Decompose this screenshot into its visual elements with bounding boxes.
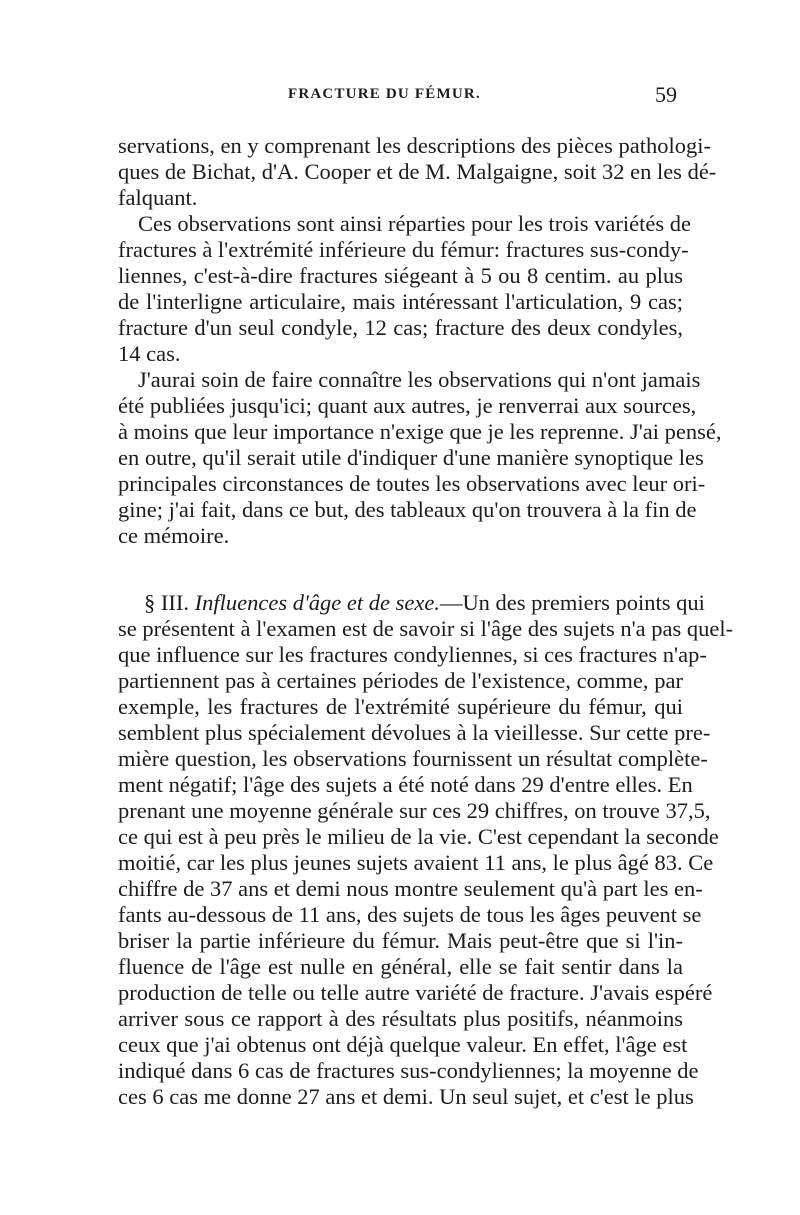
section-first-line-text: —Un des premiers points qui [439, 590, 705, 615]
text-line: fracture d'un seul condyle, 12 cas; fracture des deux condyles, [118, 315, 683, 340]
text-line: mière question, les observations fournissent un résultat complète- [118, 746, 708, 771]
text-line: en outre, qu'il serait utile d'indiquer d'une manière synoptique les [118, 445, 704, 470]
text-line: moitié, car les plus jeunes sujets avaient 11 ans, le plus âgé 83. Ce [118, 850, 714, 875]
text-line: ceux que j'ai obtenus ont déjà quelque valeur. En effet, l'âge est [118, 1032, 688, 1057]
text-line: ce mémoire. [118, 523, 230, 548]
text-line: principales circonstances de toutes les observations avec leur ori- [118, 471, 706, 496]
text-line: production de telle ou telle autre variété de fracture. J'avais espéré [118, 980, 713, 1005]
text-line: indiqué dans 6 cas de fractures sus-condyliennes; la moyenne de [118, 1058, 699, 1083]
section-title: Influences d'âge et de sexe. [194, 590, 440, 615]
text-line: que influence sur les fractures condyliennes, si ces fractures n'ap- [118, 642, 707, 667]
page-number: 59 [655, 82, 677, 107]
text-line: de l'interligne articulaire, mais intéressant l'articulation, 9 cas; [118, 289, 683, 314]
text-line: Ces observations sont ainsi réparties pour les trois variétés de [138, 211, 691, 236]
text-line: arriver sous ce rapport à des résultats plus positifs, néanmoins [118, 1006, 683, 1031]
text-line: gine; j'ai fait, dans ce but, des tableaux qu'on trouvera à la fin de [118, 497, 697, 522]
text-line: liennes, c'est-à-dire fractures siégeant à 5 ou 8 centim. au plus [118, 263, 683, 288]
text-line: partiennent pas à certaines périodes de l'existence, comme, par [118, 668, 683, 693]
text-line: fractures à l'extrémité inférieure du fémur: fractures sus-condy- [118, 237, 689, 262]
text-line: exemple, les fractures de l'extrémité supérieure du fémur, qui [118, 694, 683, 719]
text-line: servations, en y comprenant les descriptions des pièces pathologi- [118, 133, 711, 158]
running-title: FRACTURE DU FÉMUR. [288, 86, 481, 102]
section-number: § III. [144, 590, 189, 615]
text-line: falquant. [118, 185, 198, 210]
text-line: ques de Bichat, d'A. Cooper et de M. Malgaigne, soit 32 en les dé- [118, 159, 717, 184]
text-line: J'aurai soin de faire connaître les observations qui n'ont jamais [138, 367, 701, 392]
page-header [0, 82, 800, 116]
text-line: ment négatif; l'âge des sujets a été noté dans 29 d'entre elles. En [118, 772, 693, 797]
text-line: fluence de l'âge est nulle en général, elle se fait sentir dans la [118, 954, 683, 979]
text-line: prenant une moyenne générale sur ces 29 chiffres, on trouve 37,5, [118, 798, 711, 823]
text-line: semblent plus spécialement dévolues à la vieillesse. Sur cette pre- [118, 720, 711, 745]
text-line: 14 cas. [118, 341, 181, 366]
text-line: se présentent à l'examen est de savoir si l'âge des sujets n'a pas quel- [118, 616, 734, 641]
text-line: ces 6 cas me donne 27 ans et demi. Un seul sujet, et c'est le plus [118, 1084, 694, 1109]
text-line: briser la partie inférieure du fémur. Mais peut-être que si l'in- [118, 928, 683, 953]
text-line: été publiées jusqu'ici; quant aux autres, je renverrai aux sources, [118, 393, 697, 418]
section-heading-line [118, 590, 705, 616]
text-line: fants au-dessous de 11 ans, des sujets de tous les âges peuvent se [118, 902, 702, 927]
text-line: chiffre de 37 ans et demi nous montre seulement qu'à part les en- [118, 876, 703, 901]
text-line: ce qui est à peu près le milieu de la vie. C'est cependant la seconde [118, 824, 719, 849]
text-line: à moins que leur importance n'exige que je les reprenne. J'ai pensé, [118, 419, 722, 444]
